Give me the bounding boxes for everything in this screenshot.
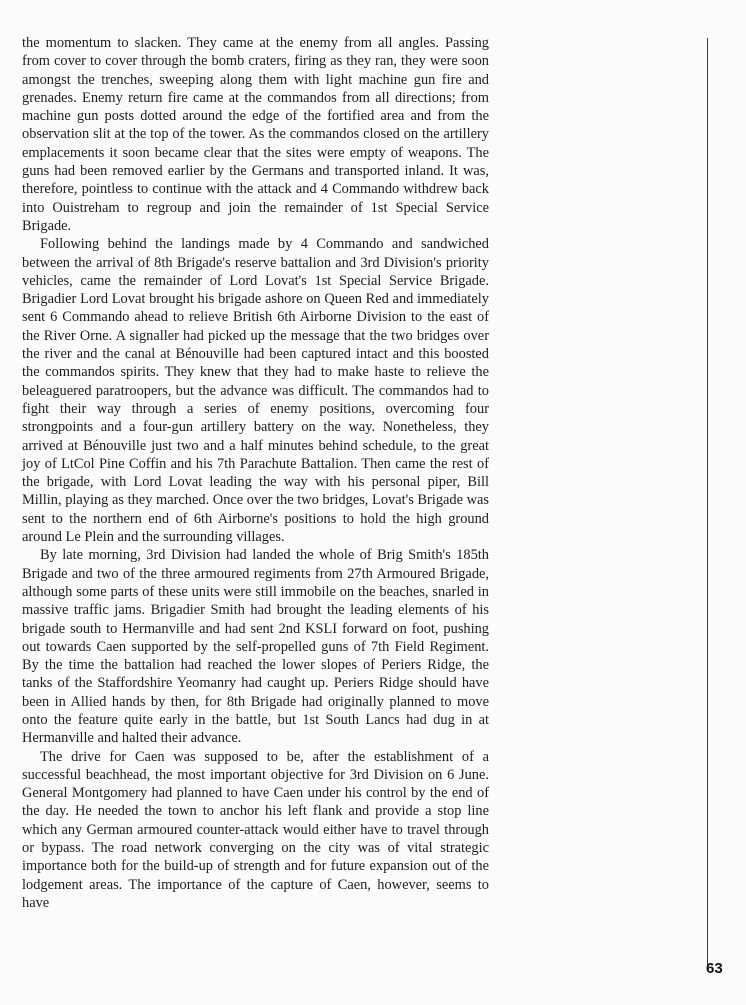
paragraph-3: By late morning, 3rd Division had landed the whole of Brig Smith's 185th Brigade and two of the three armoured regiments from 27th Armoured Brigade, although some parts of these units were still immobile on the beaches, snarled in massive traffic jams. Brigadier Smith had brought the leading elements of his brigade south to Hermanville and had sent 2nd KSLI forward on foot, pushing out towards Caen supported by the self-propelled guns of 7th Field Regiment. By the time the battalion had reached the lower slopes of Periers Ridge, the tanks of the Staffordshire Yeomanry had caught up. Periers Ridge should have been in Allied hands by then, for 8th Brigade had originally planned to move onto the feature quite early in the battle, but 1st South Lancs had dug in at Hermanville and halted their advance. (22, 547, 489, 747)
page-number: 63 (706, 960, 723, 977)
paragraph-2: Following behind the landings made by 4 Commando and sandwiched between the arrival of 8th Brigade's reserve battalion and 3rd Division's priority vehicles, came the remainder of Lord Lovat's 1st Special Service Brigade. Brigadier Lord Lovat brought his brigade ashore on Queen Red and immediately sent 6 Commando ahead to relieve British 6th Airborne Division to the east of the River Orne. A signaller had picked up the message that the two bridges over the river and the canal at Bénouville had been captured intact and this boosted the commandos spirits. They knew that they had to make haste to relieve the beleaguered paratroopers, but the advance was difficult. The commandos had to fight their way through a series of enemy positions, overcoming four strongpoints and a four-gun artillery battery on the way. Nonetheless, they arrived at Bénouville just two and a half minutes behind schedule, to the great joy of LtCol Pine Coffin and his 7th Parachute Battalion. Then came the rest of the brigade, with Lord Lovat leading the way with his personal piper, Bill Millin, playing as they marched. Once over the two bridges, Lovat's Brigade was sent to the northern end of 6th Airborne's positions to hold the high ground around Le Plein and the surrounding villages. (22, 236, 489, 546)
body-text-column (22, 34, 489, 912)
paragraph-4: The drive for Caen was supposed to be, after the establishment of a successful beachhead, the most important objective for 3rd Division on 6 June. General Montgomery had planned to have Caen under his control by the end of the day. He needed the town to anchor his left flank and provide a stop line which any German armoured counter-attack would either have to travel through or bypass. The road network converging on the city was of vital strategic importance both for the build-up of strength and for future expansion out of the lodgement areas. The importance of the capture of Caen, however, seems to have (22, 748, 489, 911)
paragraph-1: the momentum to slacken. They came at the enemy from all angles. Passing from cover to cover through the bomb craters, firing as they ran, they were soon amongst the trenches, sweeping along them with light machine gun fire and grenades. Enemy return fire came at the commandos from all directions; from machine gun posts dotted around the edge of the fortified area and from the observation slit at the top of the tower. As the commandos closed on the artillery emplacements it soon became clear that the sites were empty of weapons. The guns had been removed earlier by the Germans and transported inland. It was, therefore, pointless to continue with the attack and 4 Commando withdrew back into Ouistreham to regroup and join the remainder of 1st Special Service Brigade. (22, 35, 489, 234)
margin-rule (707, 38, 708, 966)
